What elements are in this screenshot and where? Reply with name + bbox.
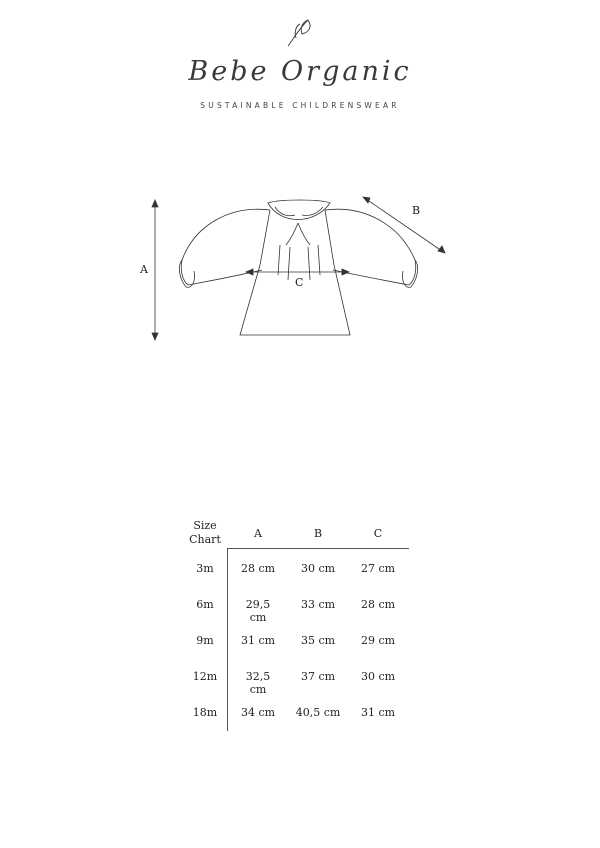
size-cell: 3m bbox=[196, 562, 214, 575]
column-header-a: A bbox=[254, 527, 262, 540]
brand-tagline: SUSTAINABLE CHILDRENSWEAR bbox=[200, 101, 400, 110]
table-row bbox=[180, 562, 420, 578]
column-header-b: B bbox=[313, 527, 323, 540]
dimension-a-label: A bbox=[140, 263, 148, 276]
dimension-b-line bbox=[366, 199, 442, 251]
right-sleeve bbox=[325, 209, 416, 285]
c-cell: 30 cm bbox=[360, 670, 396, 683]
a-cell: 34 cm bbox=[240, 706, 276, 719]
b-cell: 33 cm bbox=[300, 598, 336, 611]
c-cell: 27 cm bbox=[360, 562, 396, 575]
a-cell: 29,5 cm bbox=[245, 598, 271, 624]
a-cell: 31 cm bbox=[240, 634, 276, 647]
b-cell: 35 cm bbox=[300, 634, 336, 647]
leaf-icon bbox=[282, 14, 318, 50]
b-cell: 30 cm bbox=[300, 562, 336, 575]
a-cell: 32,5 cm bbox=[245, 670, 271, 696]
size-cell: 6m bbox=[196, 598, 214, 611]
table-row bbox=[180, 634, 420, 650]
b-cell: 40,5 cm bbox=[295, 706, 341, 719]
garment-diagram bbox=[130, 185, 460, 345]
table-row bbox=[180, 598, 420, 624]
dimension-b-label: B bbox=[412, 204, 421, 217]
size-cell: 12m bbox=[192, 670, 218, 683]
c-cell: 29 cm bbox=[360, 634, 396, 647]
b-cell: 37 cm bbox=[300, 670, 336, 683]
brand-header bbox=[0, 0, 600, 120]
column-header-c: C bbox=[373, 527, 383, 540]
garment-body bbox=[240, 210, 350, 335]
c-cell: 31 cm bbox=[360, 706, 396, 719]
size-cell: 9m bbox=[196, 634, 214, 647]
size-chart-title: Size Chart bbox=[189, 519, 221, 546]
table-row bbox=[180, 706, 420, 722]
a-cell: 28 cm bbox=[240, 562, 276, 575]
size-cell: 18m bbox=[192, 706, 218, 719]
brand-name: Bebe Organic bbox=[188, 56, 412, 87]
table-row bbox=[180, 670, 420, 696]
c-cell: 28 cm bbox=[360, 598, 396, 611]
dimension-c-label: C bbox=[295, 276, 304, 289]
header-divider bbox=[227, 548, 409, 549]
